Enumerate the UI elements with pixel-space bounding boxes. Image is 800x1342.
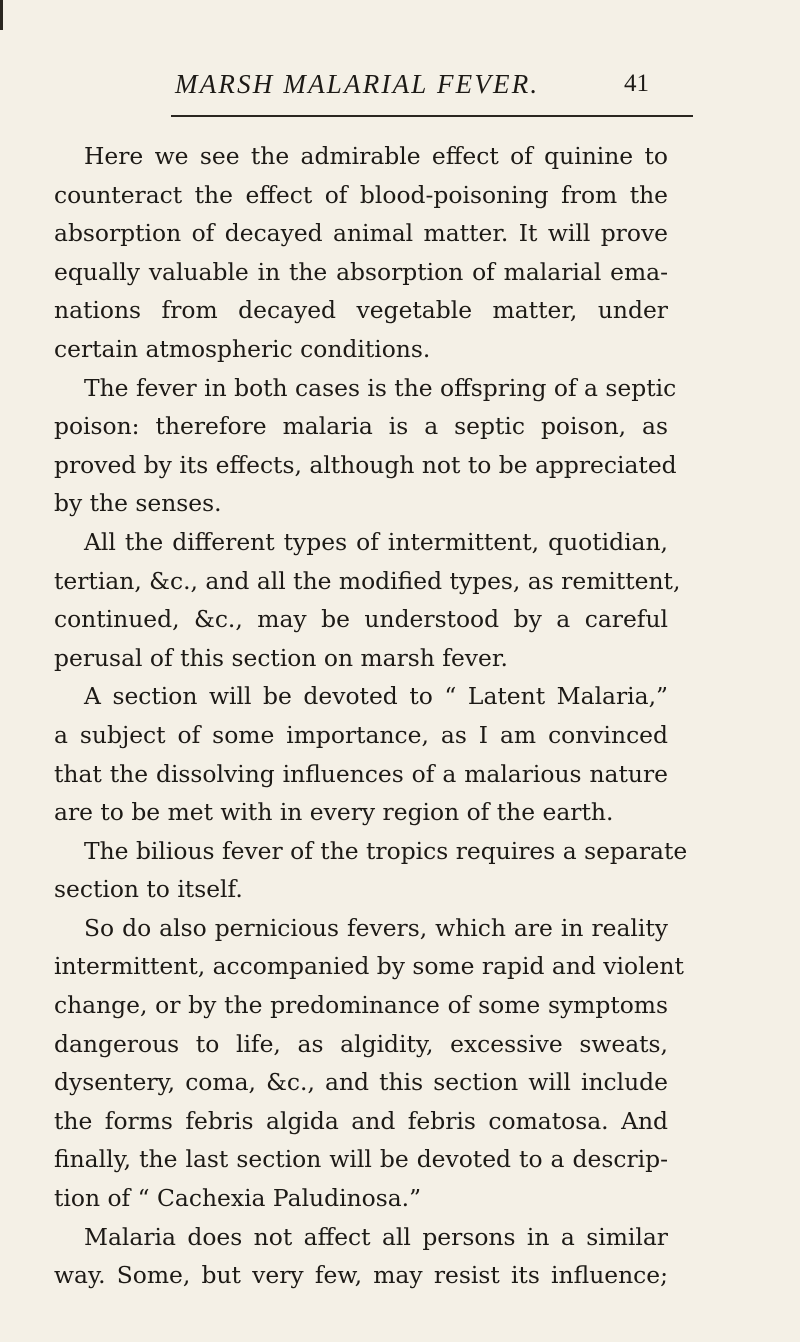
- running-title: MARSH MALARIAL FEVER.: [175, 69, 540, 99]
- text-line: proved by its effects, although not to be appreciated: [54, 450, 677, 479]
- text-line: tion of “ Cachexia Paludinosa.”: [54, 1184, 422, 1213]
- text-line: finally, the last section will be devoted to a descrip-: [54, 1145, 668, 1174]
- text-line: counteract the effect of blood-poisoning from the: [54, 180, 668, 209]
- text-line: continued, &c., may be understood by a careful: [54, 605, 668, 634]
- text-line: A section will be devoted to “ Latent Malaria,”: [84, 682, 668, 711]
- text-line: Here we see the admirable effect of quinine to: [84, 142, 668, 170]
- text-line: intermittent, accompanied by some rapid and violent: [54, 952, 684, 981]
- text-line: Malaria does not affect all persons in a similar: [84, 1222, 668, 1251]
- text-line: So do also pernicious fevers, which are in reality: [84, 913, 668, 942]
- page-number: 41: [624, 70, 649, 97]
- text-line: perusal of this section on marsh fever.: [54, 643, 508, 672]
- text-line: dangerous to life, as algidity, excessive sweats,: [54, 1029, 668, 1058]
- text-line: equally valuable in the absorption of malarial ema-: [54, 257, 668, 286]
- text-line: All the different types of intermittent, quotidian,: [84, 527, 668, 556]
- text-line: change, or by the predominance of some symptoms: [54, 991, 668, 1020]
- text-line: certain atmospheric conditions.: [54, 334, 431, 363]
- text-line: poison: therefore malaria is a septic poison, as: [54, 412, 668, 441]
- text-line: are to be met with in every region of the earth.: [54, 798, 614, 827]
- text-line: The bilious fever of the tropics requires a separate: [84, 836, 688, 865]
- text-line: nations from decayed vegetable matter, under: [54, 296, 668, 325]
- text-line: absorption of decayed animal matter. It will prove: [54, 219, 668, 248]
- text-line: that the dissolving influences of a malarious nature: [54, 759, 668, 788]
- text-line: The fever in both cases is the offspring of a septic: [84, 373, 677, 402]
- text-line: dysentery, coma, &c., and this section will include: [54, 1068, 668, 1097]
- text-line: tertian, &c., and all the modified types, as remittent,: [54, 566, 681, 595]
- text-line: a subject of some importance, as I am convinced: [54, 720, 668, 749]
- text-line: the forms febris algida and febris comatosa. And: [54, 1106, 668, 1135]
- text-line: section to itself.: [54, 875, 243, 904]
- text-line: by the senses.: [54, 489, 222, 518]
- running-header: [175, 62, 665, 106]
- body-text: [54, 137, 688, 1295]
- header-rule: [171, 115, 693, 117]
- page-edge-mark: [0, 0, 3, 30]
- text-line: way. Some, but very few, may resist its influence;: [54, 1261, 668, 1290]
